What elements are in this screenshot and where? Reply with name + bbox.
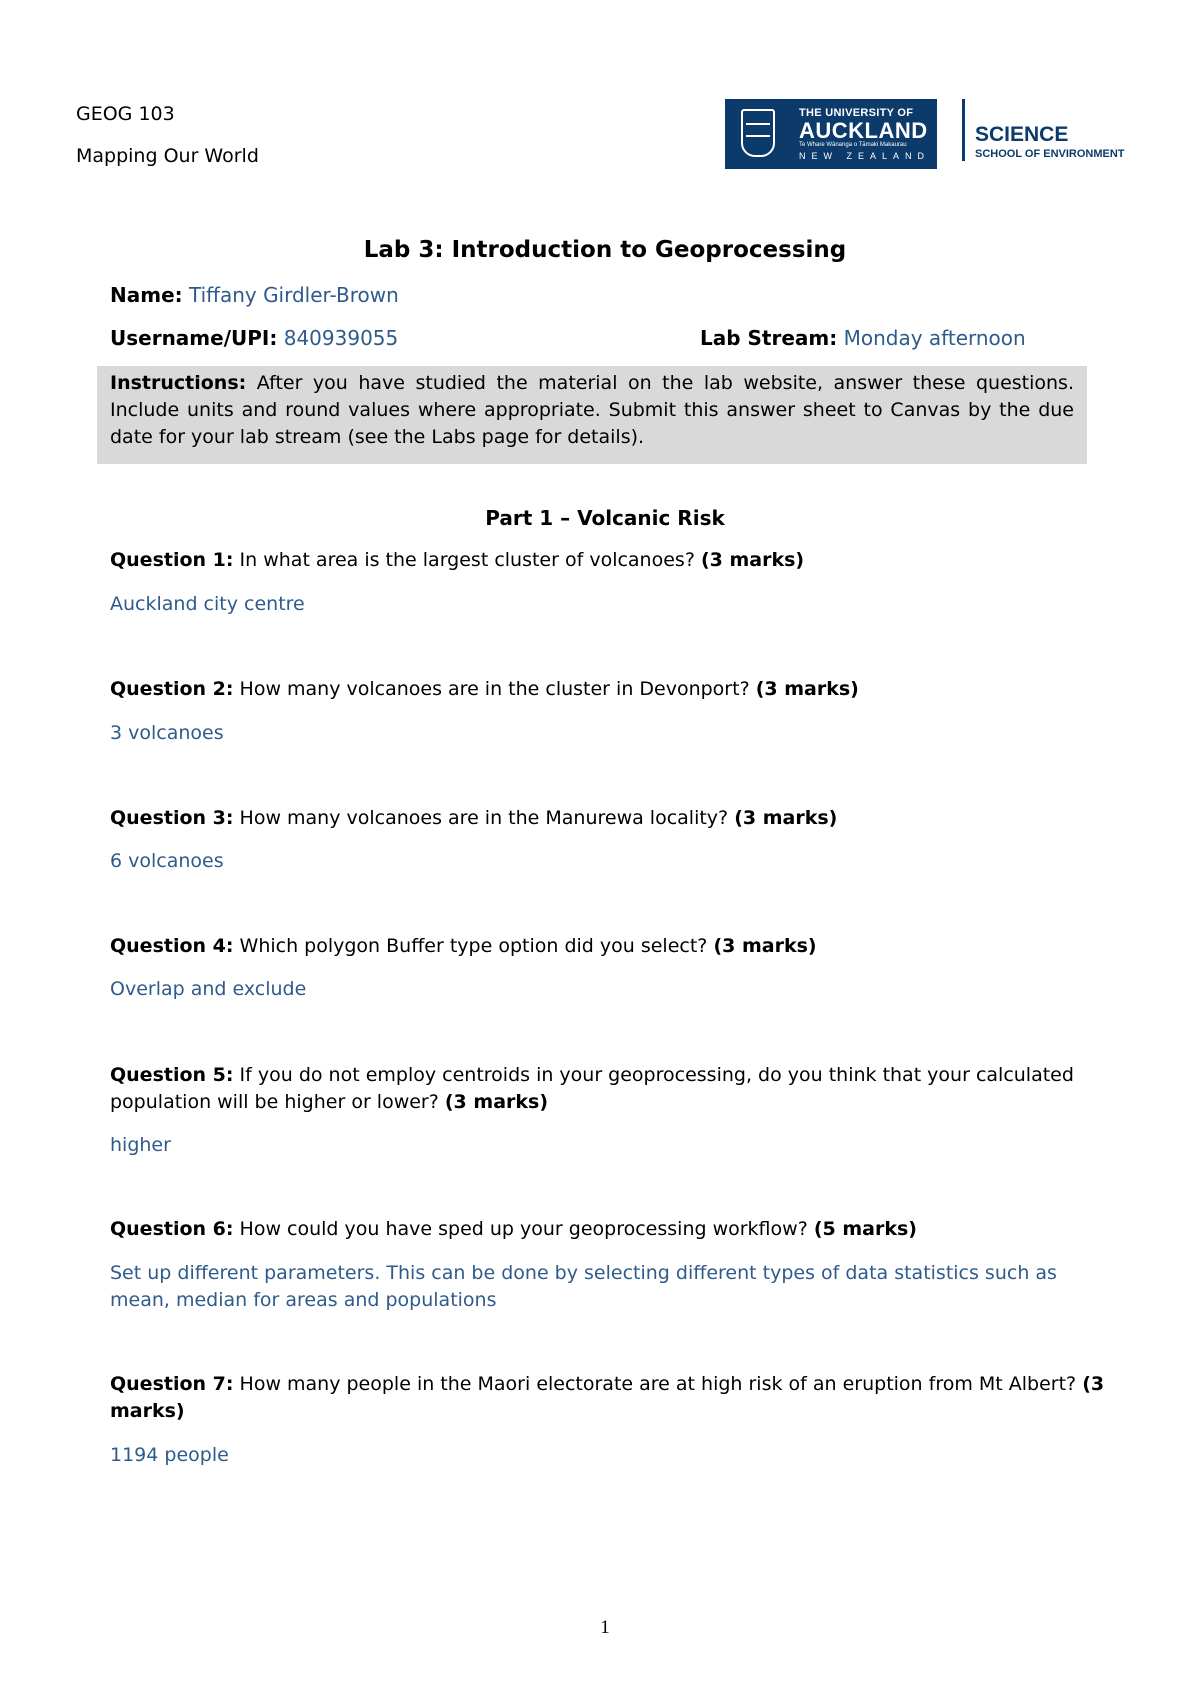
upi-value: 840939055	[283, 326, 399, 350]
answer-2: 3 volcanoes	[110, 722, 224, 744]
stream-value: Monday afternoon	[843, 326, 1026, 350]
answer-4: Overlap and exclude	[110, 978, 307, 1000]
question-7	[110, 1371, 1105, 1425]
question-5	[110, 1062, 1105, 1116]
answer-3: 6 volcanoes	[110, 850, 224, 872]
instructions-text: After you have studied the material on the lab website, answer these questions. Include units and round values where appropriate. Submit this answer sheet to Canvas by the due date for your lab stream (see the Labs page for details).	[110, 372, 1074, 448]
question-text: How many people in the Maori electorate are at high risk of an eruption from Mt Albert?	[239, 1373, 1077, 1395]
question-marks: (3 marks)	[755, 678, 859, 700]
question-text: How many volcanoes are in the cluster in Devonport?	[239, 678, 750, 700]
university-logo	[725, 99, 937, 169]
answer-1: Auckland city centre	[110, 593, 305, 615]
question-text: If you do not employ centroids in your geoprocessing, do you think that your calculated population will be higher or lower?	[110, 1064, 1074, 1113]
upi-label: Username/UPI:	[110, 326, 278, 350]
course-name: Mapping Our World	[76, 145, 259, 167]
logo-line-4: NEW ZEALAND	[799, 151, 931, 161]
question-marks: (3 marks)	[110, 1373, 1105, 1422]
question-marks: (5 marks)	[813, 1218, 917, 1240]
school-name: SCHOOL OF ENVIRONMENT	[975, 148, 1125, 160]
page-number: 1	[600, 1617, 610, 1638]
question-text: How could you have sped up your geoprocessing workflow?	[239, 1218, 808, 1240]
name-value: Tiffany Girdler-Brown	[189, 283, 399, 307]
question-4	[110, 933, 1105, 960]
question-6	[110, 1216, 1105, 1243]
stream-label: Lab Stream:	[700, 326, 838, 350]
stream-row	[700, 326, 1026, 350]
answer-5: higher	[110, 1134, 171, 1156]
answer-6: Set up different parameters. This can be done by selecting different types of data statistics such as mean, median for areas and populations	[110, 1262, 1057, 1311]
question-marks: (3 marks)	[713, 935, 817, 957]
logo-line-3: Te Whare Wānanga o Tāmaki Makaurau	[799, 142, 907, 148]
page-title: Lab 3: Introduction to Geoprocessing	[363, 237, 847, 263]
question-text: Which polygon Buffer type option did you select?	[239, 935, 708, 957]
faculty-name: SCIENCE	[975, 123, 1069, 146]
question-label: Question 4:	[110, 935, 234, 957]
question-marks: (3 marks)	[444, 1091, 549, 1113]
question-1	[110, 547, 1105, 574]
instructions-label: Instructions:	[110, 372, 247, 394]
upi-row	[110, 326, 398, 350]
crest-icon	[741, 109, 775, 157]
name-row	[110, 283, 399, 307]
question-text: In what area is the largest cluster of volcanoes?	[239, 549, 695, 571]
question-text: How many volcanoes are in the Manurewa locality?	[239, 807, 729, 829]
question-2	[110, 676, 1105, 703]
question-label: Question 3:	[110, 807, 234, 829]
logo-divider	[962, 99, 965, 161]
logo-line-2: AUCKLAND	[799, 118, 928, 143]
name-label: Name:	[110, 283, 183, 307]
answer-7: 1194 people	[110, 1444, 229, 1466]
question-marks: (3 marks)	[734, 807, 838, 829]
question-label: Question 7:	[110, 1373, 234, 1395]
logo-line-1: THE UNIVERSITY OF	[799, 107, 914, 119]
question-label: Question 5:	[110, 1064, 234, 1086]
instructions-box	[97, 366, 1087, 464]
question-label: Question 1:	[110, 549, 234, 571]
question-3	[110, 805, 1105, 832]
part-heading: Part 1 – Volcanic Risk	[485, 506, 725, 530]
course-code: GEOG 103	[76, 103, 175, 125]
question-marks: (3 marks)	[700, 549, 805, 571]
question-label: Question 2:	[110, 678, 234, 700]
question-label: Question 6:	[110, 1218, 234, 1240]
